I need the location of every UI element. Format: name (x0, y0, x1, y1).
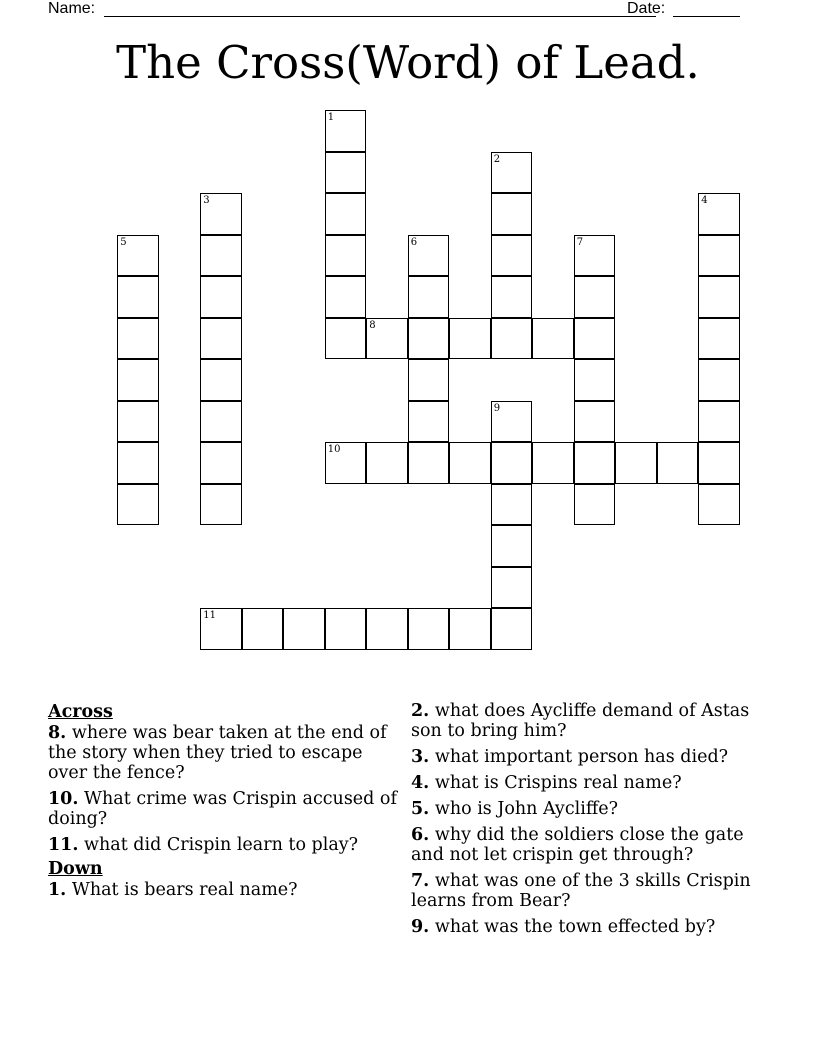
down-heading: Down (48, 859, 103, 879)
cell-number: 11 (203, 610, 216, 622)
grid-cell[interactable] (615, 442, 657, 484)
grid-cell[interactable] (657, 442, 699, 484)
grid-cell[interactable] (325, 608, 367, 650)
grid-cell[interactable] (325, 276, 367, 318)
grid-cell[interactable] (325, 152, 367, 194)
grid-cell[interactable] (698, 318, 740, 360)
grid-cell[interactable] (325, 442, 367, 484)
grid-cell[interactable] (408, 401, 450, 443)
grid-cell[interactable] (117, 276, 159, 318)
clue-number: 1. (48, 880, 67, 900)
clue-text: who is John Aycliffe? (434, 799, 618, 819)
grid-cell[interactable] (698, 484, 740, 526)
grid-cell[interactable] (574, 318, 616, 360)
grid-cell[interactable] (574, 484, 616, 526)
clue-down-6 (411, 825, 761, 865)
grid-cell[interactable] (698, 401, 740, 443)
clue-number: 2. (411, 701, 430, 721)
clue-down-9 (411, 917, 761, 937)
grid-cell[interactable] (200, 484, 242, 526)
grid-cell[interactable] (408, 318, 450, 360)
cell-number: 5 (120, 236, 127, 248)
clue-down-1 (48, 880, 403, 900)
grid-cell[interactable] (491, 567, 533, 609)
grid-cell[interactable] (449, 608, 491, 650)
cell-number: 2 (493, 153, 501, 165)
grid-cell[interactable] (491, 525, 533, 567)
grid-cell[interactable] (698, 235, 740, 277)
clue-text: what important person has died? (434, 747, 729, 767)
grid-cell[interactable] (366, 442, 408, 484)
grid-cell[interactable] (449, 442, 491, 484)
grid-cell[interactable] (325, 110, 367, 152)
grid-cell[interactable] (200, 401, 242, 443)
name-label: Name: (48, 0, 96, 17)
cell-number: 8 (369, 319, 376, 331)
clue-text: why did the soldiers close the gate and not let crispin get through? (411, 825, 744, 865)
grid-cell[interactable] (408, 359, 450, 401)
grid-cell[interactable] (408, 276, 450, 318)
grid-cell[interactable] (574, 359, 616, 401)
grid-cell[interactable] (491, 401, 533, 443)
clue-number: 3. (411, 747, 430, 767)
clue-text: what was one of the 3 skills Crispin learns from Bear? (411, 871, 751, 911)
grid-cell[interactable] (491, 318, 533, 360)
grid-cell[interactable] (574, 235, 616, 277)
grid-cell[interactable] (117, 235, 159, 277)
grid-cell[interactable] (491, 152, 533, 194)
grid-cell[interactable] (491, 235, 533, 277)
cell-number: 10 (327, 444, 341, 456)
clue-number: 8. (48, 723, 67, 743)
grid-cell[interactable] (200, 276, 242, 318)
cell-number: 1 (327, 112, 335, 124)
clue-number: 10. (48, 789, 79, 809)
clue-number: 11. (48, 835, 79, 855)
grid-cell[interactable] (366, 318, 408, 360)
clue-text: what was the town effected by? (434, 917, 716, 937)
clue-text: what did Crispin learn to play? (84, 835, 359, 855)
clue-number: 4. (411, 773, 430, 793)
grid-cell[interactable] (200, 608, 242, 650)
grid-cell[interactable] (532, 318, 574, 360)
page-title: The Cross(Word) of Lead. (116, 36, 700, 89)
grid-cell[interactable] (491, 484, 533, 526)
clues-column-left (48, 701, 403, 906)
grid-cell[interactable] (117, 401, 159, 443)
grid-cell[interactable] (117, 359, 159, 401)
clue-across-10 (48, 789, 403, 829)
grid-cell[interactable] (574, 401, 616, 443)
grid-cell[interactable] (491, 193, 533, 235)
clue-down-3 (411, 747, 761, 767)
clue-number: 6. (411, 825, 430, 845)
clue-across-8 (48, 723, 403, 783)
grid-cell[interactable] (200, 359, 242, 401)
clue-across-11 (48, 835, 403, 855)
grid-cell[interactable] (408, 608, 450, 650)
grid-cell[interactable] (574, 276, 616, 318)
grid-cell[interactable] (200, 235, 242, 277)
grid-cell[interactable] (491, 276, 533, 318)
grid-cell[interactable] (408, 442, 450, 484)
grid-cell[interactable] (117, 484, 159, 526)
grid-cell[interactable] (491, 608, 533, 650)
clue-down-7 (411, 871, 761, 911)
clue-number: 5. (411, 799, 430, 819)
grid-cell[interactable] (532, 442, 574, 484)
grid-cell[interactable] (698, 276, 740, 318)
cell-number: 4 (701, 195, 708, 207)
clue-down-5 (411, 799, 761, 819)
cell-number: 3 (203, 195, 210, 207)
clue-down-2 (411, 701, 761, 741)
grid-cell[interactable] (117, 442, 159, 484)
grid-cell[interactable] (698, 359, 740, 401)
cell-number: 6 (410, 236, 418, 248)
grid-cell[interactable] (117, 318, 159, 360)
clue-text: what is Crispins real name? (434, 773, 682, 793)
clues-column-right (411, 701, 761, 943)
clue-text: What crime was Crispin accused of doing? (48, 789, 397, 829)
grid-cell[interactable] (491, 442, 533, 484)
clue-down-4 (411, 773, 761, 793)
grid-cell[interactable] (325, 235, 367, 277)
grid-cell[interactable] (325, 318, 367, 360)
clue-number: 9. (411, 917, 430, 937)
grid-cell[interactable] (200, 193, 242, 235)
clue-text: What is bears real name? (71, 880, 298, 900)
date-label: Date: (627, 0, 666, 17)
cell-number: 7 (576, 236, 584, 248)
grid-cell[interactable] (325, 193, 367, 235)
clue-text: where was bear taken at the end of the story when they tried to escape over the fence? (48, 723, 387, 783)
grid-cell[interactable] (200, 442, 242, 484)
grid-cell[interactable] (698, 193, 740, 235)
grid-cell[interactable] (366, 608, 408, 650)
grid-cell[interactable] (283, 608, 325, 650)
grid-cell[interactable] (574, 442, 616, 484)
cell-number: 9 (493, 402, 501, 414)
across-heading: Across (48, 702, 113, 722)
grid-cell[interactable] (242, 608, 284, 650)
grid-cell[interactable] (200, 318, 242, 360)
grid-cell[interactable] (449, 318, 491, 360)
grid-cell[interactable] (698, 442, 740, 484)
clue-number: 7. (411, 871, 430, 891)
grid-cell[interactable] (408, 235, 450, 277)
clue-text: what does Aycliffe demand of Astas son to bring him? (411, 701, 750, 741)
